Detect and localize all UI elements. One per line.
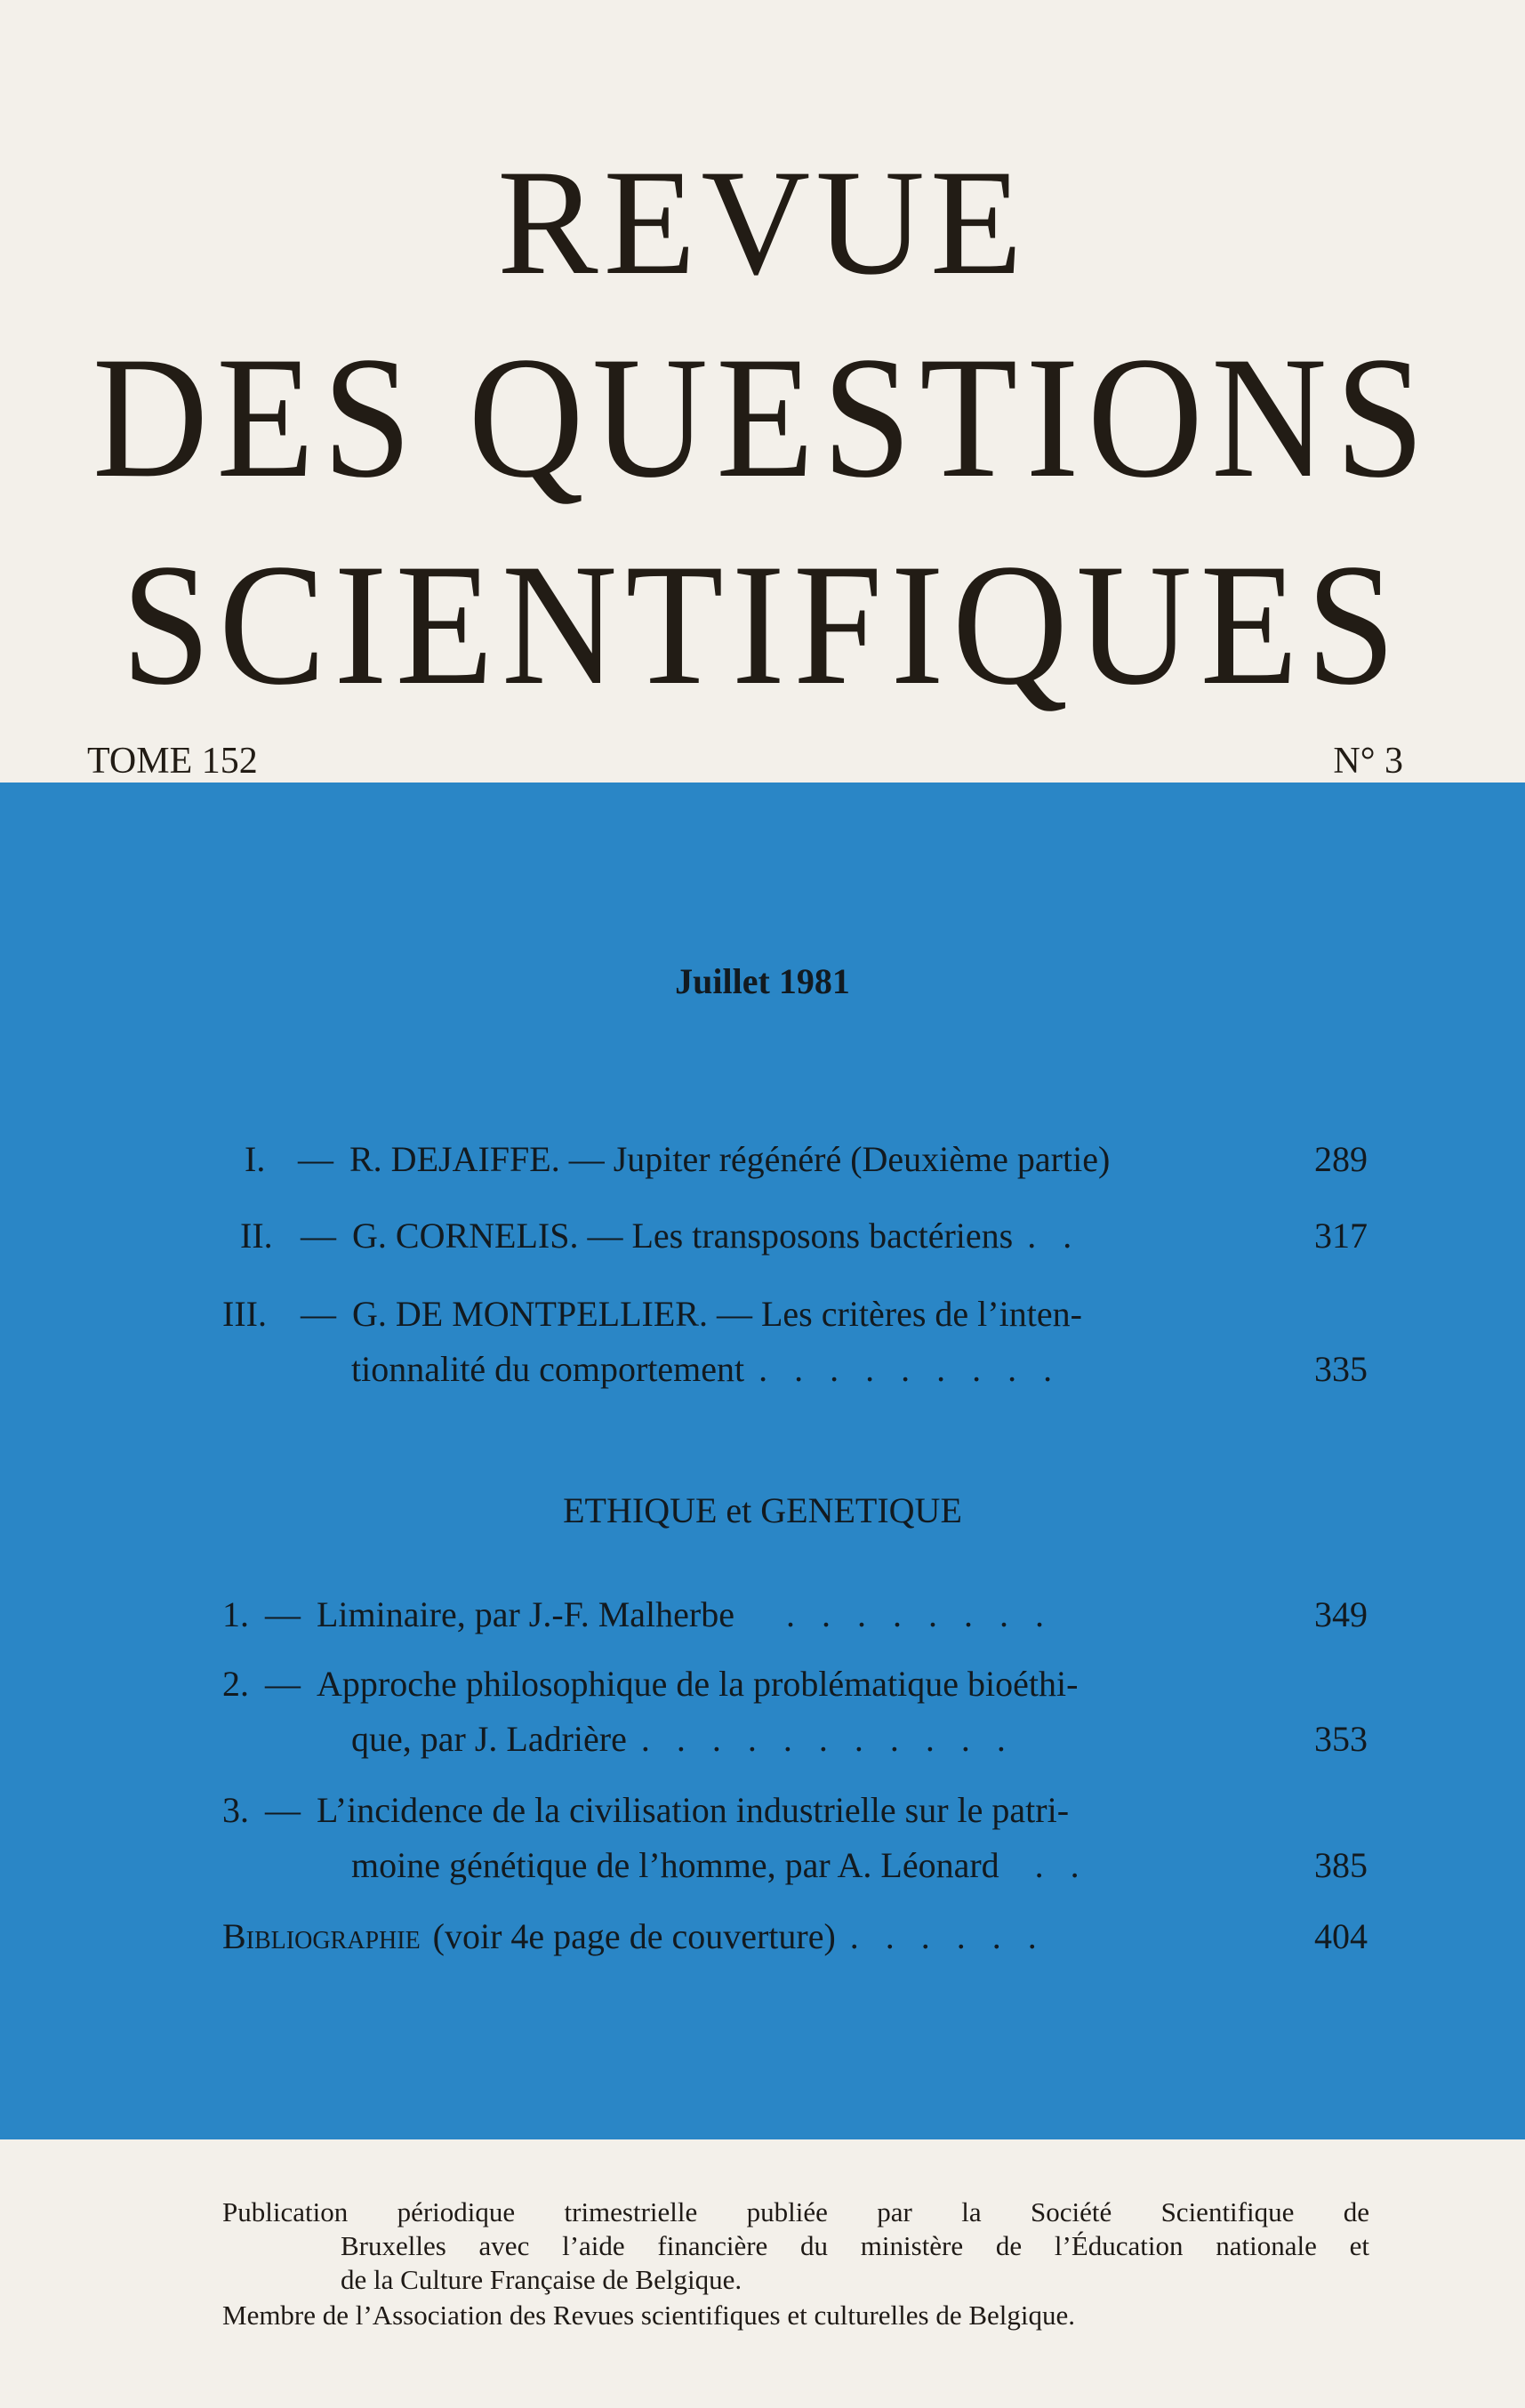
toc-page: 385 xyxy=(1314,1845,1368,1885)
footer-line-2: Bruxelles avec l’aide financière du ministère de l’Éducation nationale et xyxy=(341,2230,1369,2261)
toc-dash: — xyxy=(265,1790,301,1830)
section-entry-3 xyxy=(222,1789,1368,1831)
section-entry-1 xyxy=(222,1593,1368,1635)
toc-title: L’incidence de la civilisation industrielle sur le patri- xyxy=(317,1790,1070,1830)
toc-title-continued: que, par J. Ladrière xyxy=(351,1719,627,1759)
title-line-3: SCIENTIFIQUES xyxy=(121,528,1404,721)
bibliography-text: (voir 4e page de couverture) xyxy=(432,1916,836,1956)
toc-title: G. DE MONTPELLIER. — Les critères de l’inten- xyxy=(352,1294,1082,1334)
toc-title: G. CORNELIS. — Les transposons bactériens xyxy=(352,1216,1014,1256)
toc-page: 317 xyxy=(1314,1216,1368,1256)
toc-leader: . . . . . . xyxy=(849,1916,1046,1956)
toc-dash: — xyxy=(301,1294,336,1334)
toc-page: 404 xyxy=(1314,1916,1368,1956)
toc-entry-2 xyxy=(240,1215,1368,1256)
toc-page: 349 xyxy=(1314,1594,1368,1634)
toc-dash: — xyxy=(265,1664,301,1704)
toc-entry-3 xyxy=(222,1293,1368,1335)
toc-title-continued: moine génétique de l’homme, par A. Léonard xyxy=(351,1845,999,1885)
title-line-2: DES QUESTIONS xyxy=(92,321,1433,514)
section-entry-3-continued xyxy=(351,1844,1368,1886)
issue-date: Juillet 1981 xyxy=(675,961,850,1001)
toc-number: III. xyxy=(222,1294,267,1334)
issue-info xyxy=(87,740,1403,783)
toc-title: R. DEJAIFFE. — Jupiter régénéré (Deuxième partie) xyxy=(349,1139,1111,1179)
footer-line-3: de la Culture Française de Belgique. xyxy=(341,2264,742,2295)
toc-page: 353 xyxy=(1314,1719,1368,1759)
tome-label: TOME 152 xyxy=(87,741,258,782)
toc-leader: . . . . . . . . . xyxy=(758,1349,1062,1389)
toc-title-continued: tionnalité du comportement xyxy=(351,1349,745,1389)
toc-leader: . . xyxy=(1027,1216,1081,1256)
footer-line-4: Membre de l’Association des Revues scientifiques et culturelles de Belgique. xyxy=(222,2300,1076,2331)
toc-number: I. xyxy=(245,1139,266,1179)
section-heading: ETHIQUE et GENETIQUE xyxy=(563,1490,962,1530)
toc-dash: — xyxy=(265,1594,301,1634)
toc-leader: . . . . . . . . xyxy=(785,1594,1053,1634)
footer-line-1: Publication périodique trimestrielle publiée par la Société Scientifique de xyxy=(222,2196,1369,2227)
toc-dash: — xyxy=(298,1139,333,1179)
toc-page: 289 xyxy=(1314,1139,1368,1179)
toc-page: 335 xyxy=(1314,1349,1368,1389)
toc-number: 1. xyxy=(222,1594,249,1634)
title-line-1: REVUE xyxy=(497,139,1028,306)
toc-number: 2. xyxy=(222,1664,249,1704)
bibliography-label: Bibliographie xyxy=(222,1916,421,1956)
toc-entry-3-continued xyxy=(351,1348,1368,1390)
toc-number: 3. xyxy=(222,1790,249,1830)
toc-number: II. xyxy=(240,1216,273,1256)
toc-entry-1 xyxy=(245,1138,1368,1180)
bibliography-entry xyxy=(222,1915,1368,1957)
issue-number: N° 3 xyxy=(1333,741,1403,782)
toc-leader: . . xyxy=(1034,1845,1088,1885)
section-entry-2-continued xyxy=(351,1718,1368,1760)
toc-title: Approche philosophique de la problématique bioéthi- xyxy=(317,1664,1079,1704)
toc-leader: . . . . . . . . . . . xyxy=(640,1719,1015,1759)
toc-title: Liminaire, par J.-F. Malherbe xyxy=(317,1594,734,1634)
section-entry-2 xyxy=(222,1663,1368,1705)
toc-dash: — xyxy=(301,1216,336,1256)
